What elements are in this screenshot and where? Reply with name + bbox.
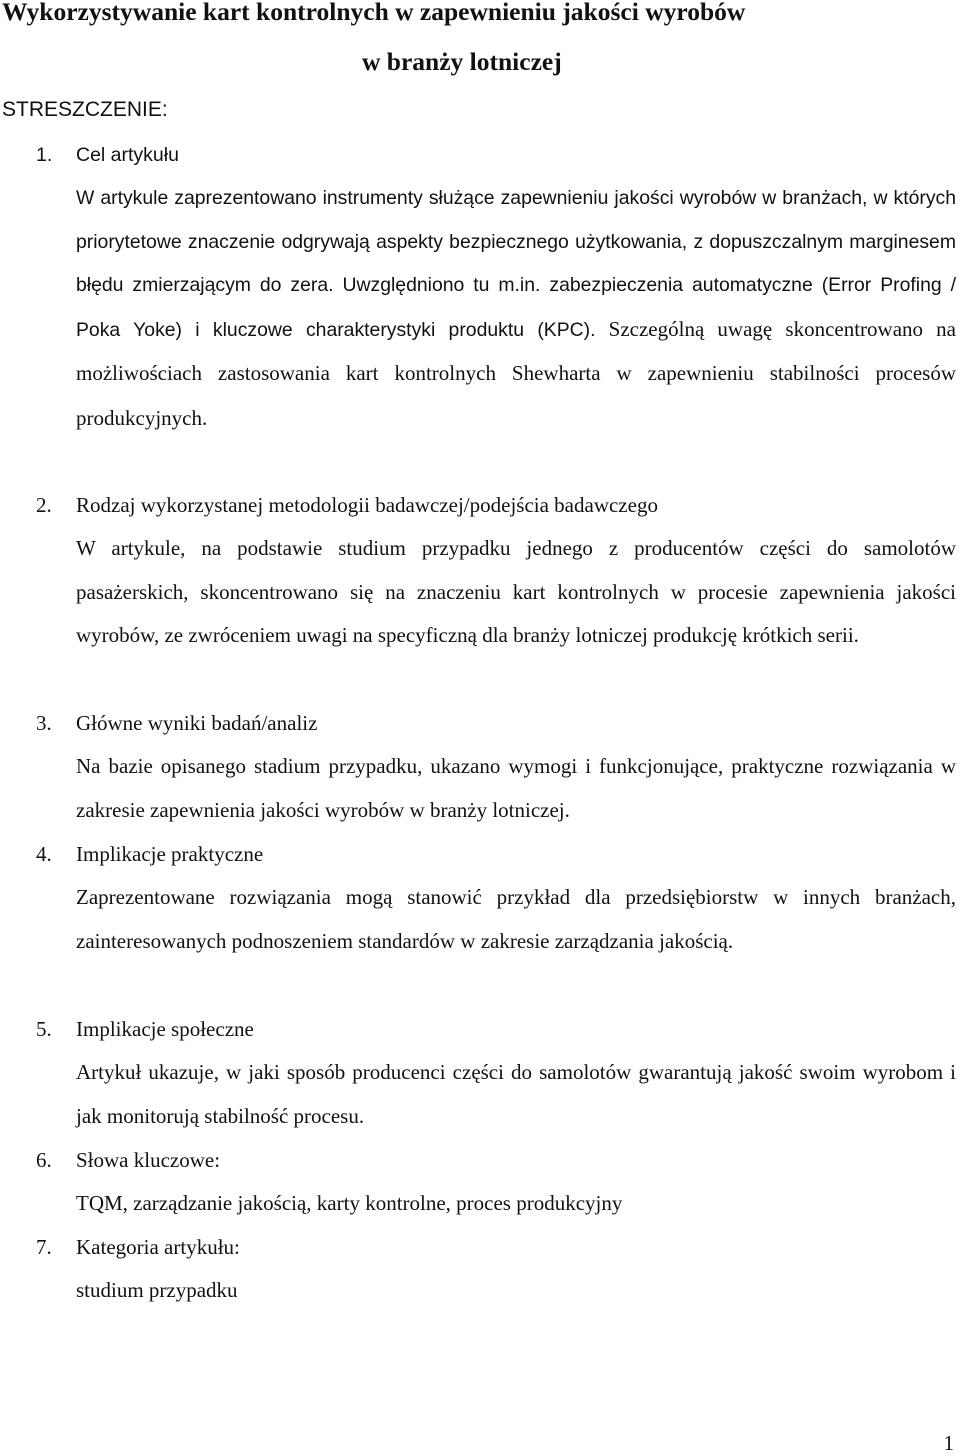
- section-number: 5.: [36, 1017, 52, 1041]
- section-heading: Kategoria artykułu:: [76, 1235, 240, 1259]
- section-heading: Implikacje praktyczne: [76, 842, 264, 866]
- section-number: 3.: [36, 711, 52, 735]
- section-number: 2.: [36, 493, 52, 517]
- section-body: studium przypadku: [76, 1278, 238, 1302]
- summary-label: STRESZCZENIE:: [2, 98, 168, 121]
- page-number: 1: [943, 1431, 954, 1455]
- section-body: [76, 177, 956, 442]
- section-body: Artykuł ukazuje, w jaki sposób producenci części do samolotów gwarantują jakość swoim wyrobom i jak monitorują stabilność procesu.: [76, 1060, 956, 1128]
- section-4: [0, 832, 960, 963]
- section-body: Na bazie opisanego stadium przypadku, ukazano wymogi i funkcjonujące, praktyczne rozwiązania w zakresie zapewnienia jakości wyrobów w branży lotniczej.: [76, 754, 956, 822]
- section-heading: Główne wyniki badań/analiz: [76, 711, 318, 735]
- section-7: [0, 1225, 960, 1313]
- section-number: 4.: [36, 842, 52, 866]
- section-number: 6.: [36, 1148, 52, 1172]
- section-number: 7.: [36, 1235, 52, 1259]
- section-body: Zaprezentowane rozwiązania mogą stanowić przykład dla przedsiębiorstw w innych branżach, zainteresowanych podnoszeniem standardów w zakresie zarządzania jakością.: [76, 885, 956, 953]
- section-1: [0, 133, 960, 442]
- section-body: TQM, zarządzanie jakością, karty kontrolne, proces produkcyjny: [76, 1191, 623, 1215]
- section-2: [0, 483, 960, 658]
- section-body-serif: Szczególną uwagę skoncentrowano na możliwościach zastosowania kart kontrolnych Shewharta w zapewnieniu stabilności procesów produkcyjnych.: [76, 316, 957, 430]
- section-heading: Rodzaj wykorzystanej metodologii badawczej/podejścia badawczego: [76, 493, 658, 517]
- document-title-line-1: Wykorzystywanie kart kontrolnych w zapewnieniu jakości wyrobów: [2, 0, 746, 26]
- section-body-sans: W artykule zaprezentowano instrumenty służące zapewnieniu jakości wyrobów w branżach, w których priorytetowe znaczenie odgrywają aspekty bezpiecznego użytkowania, z dopuszczalnym marginesem błędu zmierzającym do zera. Uwzględniono tu m.in. zabezpieczenia automatyczne (Error Profing / Poka Yoke) i kluczowe charakterystyki produktu (KPC).: [76, 187, 956, 341]
- section-heading: Implikacje społeczne: [76, 1017, 254, 1041]
- section-3: [0, 701, 960, 832]
- document-title-line-2: w branży lotniczej: [362, 47, 562, 76]
- section-heading: Cel artykułu: [76, 144, 179, 166]
- section-5: [0, 1007, 960, 1138]
- section-heading: Słowa kluczowe:: [76, 1148, 221, 1172]
- section-6: [0, 1138, 960, 1226]
- section-body: W artykule, na podstawie studium przypadku jednego z producentów części do samolotów pasażerskich, skoncentrowano się na znaczeniu kart kontrolnych w procesie zapewnienia jakości wyrobów, ze zwróceniem uwagi na specyficzną dla branży lotniczej produkcję krótkich serii.: [76, 536, 956, 648]
- section-number: 1.: [36, 144, 53, 166]
